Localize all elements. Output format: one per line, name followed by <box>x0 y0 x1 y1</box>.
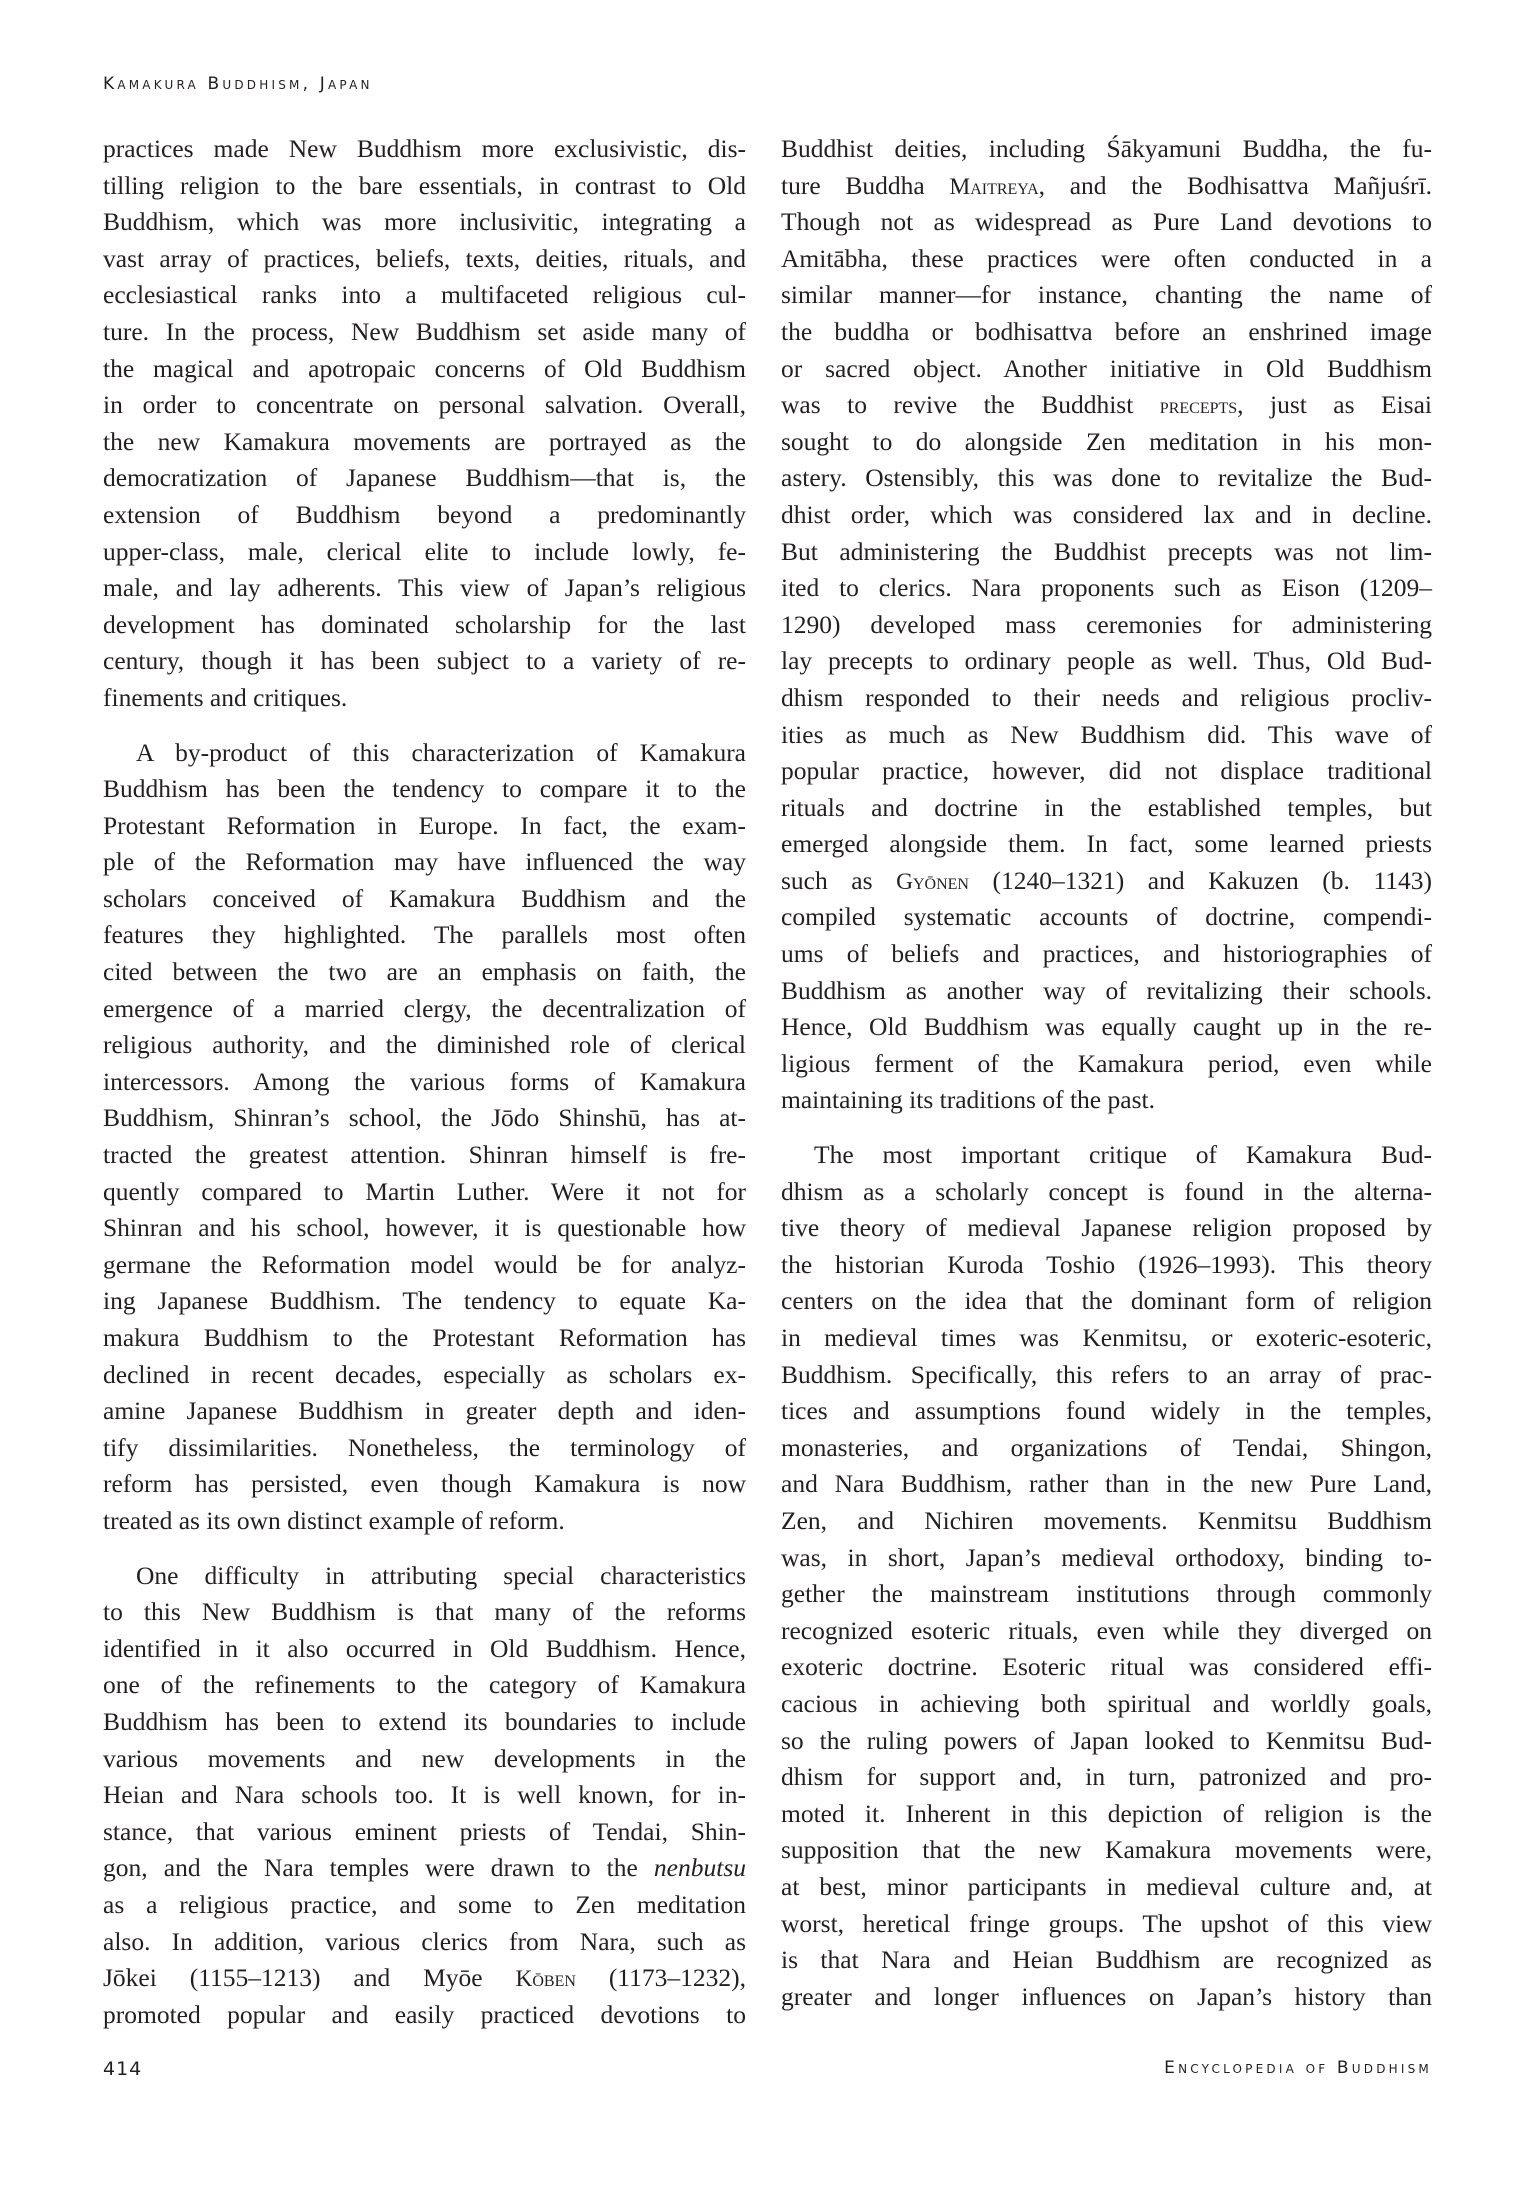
text-line: development has dominated scholarship for the last <box>103 609 746 639</box>
crossref-precepts-link[interactable]: precepts <box>1159 393 1238 420</box>
text-line: upper-class, male, clerical elite to include lowly, fe- <box>103 536 746 566</box>
text-line: emergence of a married clergy, the decentralization of <box>103 993 746 1023</box>
text-line: declined in recent decades, especially as scholars ex- <box>103 1359 746 1389</box>
line-text: such as <box>781 865 897 895</box>
text-line: dhist order, which was considered lax and in decline. <box>781 499 1432 529</box>
text-line: Though not as widespread as Pure Land devotions to <box>781 207 1432 237</box>
text-line: 1290) developed mass ceremonies for administering <box>781 609 1432 639</box>
text-line: ecclesiastical ranks into a multifaceted religious cul- <box>103 280 746 310</box>
text-line: popular practice, however, did not displace traditional <box>781 756 1432 786</box>
text-line: monasteries, and organizations of Tendai, Shingon, <box>781 1432 1432 1462</box>
text-line: similar manner—for instance, chanting the name of <box>781 280 1432 310</box>
text-line: tilling religion to the bare essentials, in contrast to Old <box>103 170 746 200</box>
line-text: , just as Eisai <box>1237 390 1432 420</box>
text-line: ligious ferment of the Kamakura period, even while <box>781 1048 1432 1078</box>
text-line: the magical and apotropaic concerns of Old Buddhism <box>103 353 746 383</box>
text-line: Buddhist deities, including Śākyamuni Buddha, the fu- <box>781 134 1432 163</box>
text-line: Buddhism. Specifically, this refers to an array of prac- <box>781 1359 1432 1389</box>
text-line: tracted the greatest attention. Shinran himself is fre- <box>103 1140 746 1170</box>
line-text: gon, and the Nara temples were drawn to the <box>103 1853 654 1883</box>
left-column <box>103 131 746 2051</box>
text-line: Buddhism, Shinran’s school, the Jōdo Shinshū, has at- <box>103 1103 746 1133</box>
text-line: the historian Kuroda Toshio (1926–1993). This theory <box>781 1249 1432 1279</box>
text-line: Protestant Reformation in Europe. In fact, the exam- <box>103 810 746 840</box>
line-text: (1173–1232), <box>575 1963 746 1993</box>
text-line: democratization of Japanese Buddhism—that is, the <box>103 463 746 493</box>
text-line: The most important critique of Kamakura Bud- <box>814 1140 1432 1170</box>
text-line: dhism as a scholarly concept is found in the alterna- <box>781 1176 1432 1206</box>
text-line: practices made New Buddhism more exclusivistic, dis- <box>103 134 746 163</box>
text-line <box>781 387 1432 424</box>
text-line: Buddhism has been to extend its boundaries to include <box>103 1706 746 1736</box>
text-line: dhism responded to their needs and religious procliv- <box>781 682 1432 712</box>
text-line: was, in short, Japan’s medieval orthodoxy, binding to- <box>781 1542 1432 1572</box>
text-line: compiled systematic accounts of doctrine, compendi- <box>781 902 1432 932</box>
text-line: century, though it has been subject to a variety of re- <box>103 646 746 676</box>
text-line: ture. In the process, New Buddhism set aside many of <box>103 316 746 346</box>
text-line: features they highlighted. The parallels most often <box>103 920 746 950</box>
running-head: Kamakura Buddhism, Japan <box>103 74 373 94</box>
text-line: sought to do alongside Zen meditation in his mon- <box>781 426 1432 456</box>
text-line: A by-product of this characterization of Kamakura <box>136 737 746 767</box>
text-line: ited to clerics. Nara proponents such as Eison (1209– <box>781 573 1432 603</box>
text-line <box>103 1850 746 1887</box>
crossref-maitreya-link[interactable]: Maitreya <box>949 173 1039 200</box>
text-line: various movements and new developments in the <box>103 1743 746 1773</box>
line-text: (1240–1321) and Kakuzen (b. 1143) <box>969 865 1433 895</box>
crossref-koben-link[interactable]: Kōben <box>515 1966 576 1993</box>
text-line: cited between the two are an emphasis on faith, the <box>103 957 746 987</box>
text-line: recognized esoteric rituals, even while they diverged on <box>781 1615 1432 1645</box>
paragraph <box>103 735 746 1540</box>
text-line: also. In addition, various clerics from Nara, such as <box>103 1926 746 1956</box>
text-line: treated as its own distinct example of reform. <box>103 1505 565 1535</box>
text-line: germane the Reformation model would be for analyz- <box>103 1249 746 1279</box>
text-line: lay precepts to ordinary people as well. Thus, Old Bud- <box>781 646 1432 676</box>
text-line: Heian and Nara schools too. It is well known, for in- <box>103 1780 746 1810</box>
paragraph <box>781 1137 1432 2015</box>
crossref-gyonen-link[interactable]: Gyōnen <box>896 868 969 895</box>
text-line: But administering the Buddhist precepts was not lim- <box>781 536 1432 566</box>
text-line: maintaining its traditions of the past. <box>781 1085 1155 1115</box>
text-line: dhism for support and, in turn, patronized and pro- <box>781 1762 1432 1792</box>
text-line: ums of beliefs and practices, and historiographies of <box>781 939 1432 969</box>
text-line <box>781 168 1432 205</box>
text-line: vast array of practices, beliefs, texts, deities, rituals, and <box>103 243 746 273</box>
text-line: amine Japanese Buddhism in greater depth and iden- <box>103 1396 746 1426</box>
text-line: One difficulty in attributing special characteristics <box>136 1560 746 1590</box>
text-line: exoteric doctrine. Esoteric ritual was considered effi- <box>781 1652 1432 1682</box>
text-line: religious authority, and the diminished role of clerical <box>103 1030 746 1060</box>
text-line: astery. Ostensibly, this was done to revitalize the Bud- <box>781 463 1432 493</box>
text-line: supposition that the new Kamakura movements were, <box>781 1835 1432 1865</box>
text-line: centers on the idea that the dominant form of religion <box>781 1286 1432 1316</box>
text-line: tify dissimilarities. Nonetheless, the terminology of <box>103 1432 746 1462</box>
text-line: gether the mainstream institutions through commonly <box>781 1579 1432 1609</box>
text-line: cacious in achieving both spiritual and worldly goals, <box>781 1688 1432 1718</box>
right-column <box>781 131 1432 2033</box>
text-line: as a religious practice, and some to Zen meditation <box>103 1889 746 1919</box>
text-line <box>781 863 1432 900</box>
text-line: and Nara Buddhism, rather than in the new Pure Land, <box>781 1469 1432 1499</box>
text-line: rituals and doctrine in the established temples, but <box>781 792 1432 822</box>
text-line: the new Kamakura movements are portrayed as the <box>103 426 746 456</box>
text-line: ing Japanese Buddhism. The tendency to equate Ka- <box>103 1286 746 1316</box>
text-line <box>103 1960 746 1997</box>
text-line: identified in it also occurred in Old Buddhism. Hence, <box>103 1633 746 1663</box>
text-line: greater and longer influences on Japan’s history than <box>781 1981 1432 2011</box>
line-text: , and the Bodhisattva Mañjuśrī. <box>1038 170 1432 200</box>
text-line: extension of Buddhism beyond a predominantly <box>103 499 746 529</box>
text-line: scholars conceived of Kamakura Buddhism and the <box>103 883 746 913</box>
text-line: Shinran and his school, however, it is questionable how <box>103 1213 746 1243</box>
text-line: Buddhism, which was more inclusivitic, integrating a <box>103 207 746 237</box>
text-line: intercessors. Among the various forms of Kamakura <box>103 1066 746 1096</box>
text-line: promoted popular and easily practiced devotions to <box>103 1999 746 2029</box>
line-text: Jōkei (1155–1213) and Myōe <box>103 1963 516 1993</box>
line-text: ture Buddha <box>781 170 950 200</box>
paragraph <box>103 131 746 717</box>
text-line: in order to concentrate on personal salvation. Overall, <box>103 390 746 420</box>
text-line: one of the refinements to the category of Kamakura <box>103 1670 746 1700</box>
text-line: stance, that various eminent priests of Tendai, Shin- <box>103 1816 746 1846</box>
text-line: Hence, Old Buddhism was equally caught up in the re- <box>781 1012 1432 1042</box>
text-line: reform has persisted, even though Kamakura is now <box>103 1469 746 1499</box>
text-line: is that Nara and Heian Buddhism are recognized as <box>781 1945 1432 1975</box>
text-line: tive theory of medieval Japanese religion proposed by <box>781 1213 1432 1243</box>
italic-term-nenbutsu: nenbutsu <box>653 1853 746 1883</box>
text-line: Buddhism has been the tendency to compare it to the <box>103 774 746 804</box>
text-line: male, and lay adherents. This view of Japan’s religious <box>103 573 746 603</box>
text-line: makura Buddhism to the Protestant Reformation has <box>103 1323 746 1352</box>
text-line: ities as much as New Buddhism did. This wave of <box>781 719 1432 749</box>
text-line: to this New Buddhism is that many of the reforms <box>103 1597 746 1627</box>
text-line: Amitābha, these practices were often conducted in a <box>781 243 1432 273</box>
text-line: tices and assumptions found widely in the temples, <box>781 1396 1432 1426</box>
text-line: worst, heretical fringe groups. The upshot of this view <box>781 1908 1432 1938</box>
text-line: Buddhism as another way of revitalizing their schools. <box>781 975 1432 1005</box>
text-line: the buddha or bodhisattva before an enshrined image <box>781 316 1432 346</box>
text-line: so the ruling powers of Japan looked to Kenmitsu Bud- <box>781 1725 1432 1755</box>
text-line: finements and critiques. <box>103 682 348 712</box>
text-line: ple of the Reformation may have influenced the way <box>103 847 746 877</box>
page-number: 414 <box>103 2058 143 2080</box>
text-line: Zen, and Nichiren movements. Kenmitsu Buddhism <box>781 1505 1432 1535</box>
text-line: moted it. Inherent in this depiction of religion is the <box>781 1798 1432 1828</box>
paragraph <box>103 1558 746 2034</box>
text-line: in medieval times was Kenmitsu, or exoteric-esoteric, <box>781 1323 1432 1352</box>
text-line: emerged alongside them. In fact, some learned priests <box>781 829 1432 859</box>
footer-book-title: Encyclopedia of Buddhism <box>1164 2058 1432 2078</box>
text-line: at best, minor participants in medieval culture and, at <box>781 1871 1432 1901</box>
line-text: was to revive the Buddhist <box>781 390 1160 420</box>
text-line: or sacred object. Another initiative in Old Buddhism <box>781 353 1432 383</box>
text-line: quently compared to Martin Luther. Were it not for <box>103 1176 746 1206</box>
paragraph <box>781 131 1432 1119</box>
